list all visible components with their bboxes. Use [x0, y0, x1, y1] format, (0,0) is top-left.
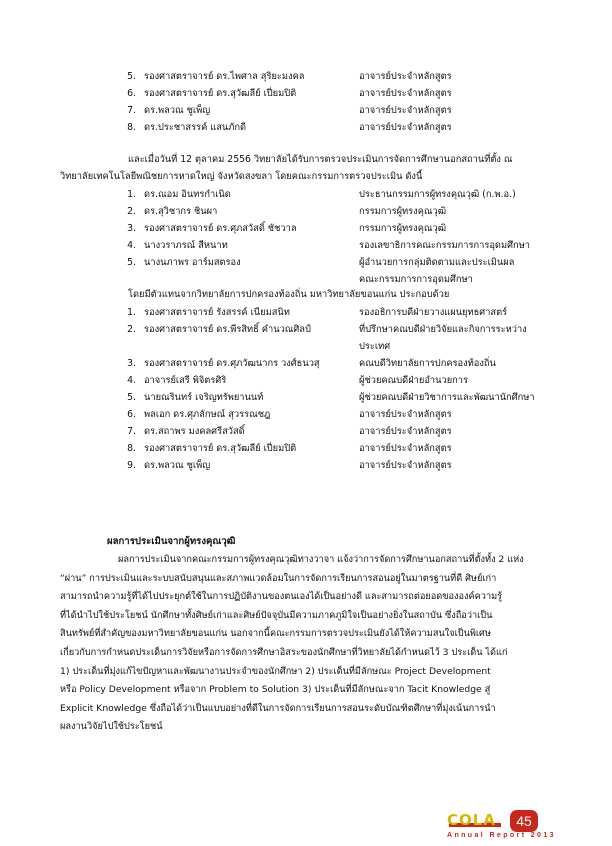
annual-report-label: Annual Report 2013	[447, 832, 556, 839]
cola-logo: COLA	[447, 811, 496, 829]
intro-third: โดยมีตัวแทนจากวิทยาลัยการปกครองท้องถิ่น มหาวิทยาลัยขอนแก่น ประกอบด้วย	[128, 289, 450, 300]
committee-member	[0, 68, 612, 85]
member-role: อาจารย์ประจำหลักสูตร	[359, 443, 452, 454]
member-name: ดร.พลวณ ชูเพ็ญ	[144, 105, 211, 116]
member-number: 7.	[127, 426, 136, 437]
committee-member	[0, 440, 612, 457]
committee-member	[0, 372, 612, 389]
member-role: ผู้อำนวยการกลุ่มติดตามและประเมินผล	[359, 257, 515, 268]
member-number: 2.	[127, 206, 136, 217]
member-number: 9.	[127, 460, 136, 471]
member-number: 8.	[127, 443, 136, 454]
committee-member	[0, 220, 612, 237]
committee-member	[0, 203, 612, 220]
intro-second-line2: วิทยาลัยเทคโนโลยีพณิชยการหาดใหญ่ จังหวัดสงขลา โดยคณะกรรมการตรวจประเมิน ดังนี้	[60, 171, 423, 182]
committee-member	[0, 457, 612, 474]
member-name: พลเอก ดร.ศุภลักษณ์ สุวรรณชฎ	[144, 409, 271, 420]
body-line: เกี่ยวกับการกำหนดประเด็นการวิจัยหรือการจัดการศึกษาอิสระของนักศึกษาที่วิทยาลัยได้กำหนดไว้ 3 ประเด็น ได้แก่	[60, 646, 508, 658]
committee-member	[0, 237, 612, 254]
body-line: 1) ประเด็นที่มุ่งแก้ไขปัญหาและพัฒนางานประจำของนักศึกษา 2) ประเด็นที่มีลักษณะ Project Development	[60, 665, 491, 677]
member-number: 6.	[127, 409, 136, 420]
member-name: ดร.ณอม อินทรกำเนิด	[144, 189, 231, 200]
member-name: นางนภาพร อาร์มสตรอง	[144, 257, 241, 268]
member-role: ประธานกรรมการผู้ทรงคุณวุฒิ (ก.พ.อ.)	[359, 189, 516, 200]
member-role: อาจารย์ประจำหลักสูตร	[359, 426, 452, 437]
intro-second-line1: และเมื่อวันที่ 12 ตุลาคม 2556 วิทยาลัยได้รับการตรวจประเมินการจัดการศึกษานอกสถานที่ตั้ง ณ	[128, 154, 513, 165]
committee-member	[0, 85, 612, 102]
member-name: ดร.พลวณ ชูเพ็ญ	[144, 460, 211, 471]
member-number: 1.	[127, 307, 136, 318]
member-name: รองศาสตราจารย์ ดร.ศุภวัฒนากร วงศ์ธนวสุ	[144, 358, 320, 369]
member-name: รองศาสตราจารย์ ดร.พีรสิทธิ์ คำนวณศิลป์	[144, 324, 311, 335]
committee-member	[0, 423, 612, 440]
member-role: อาจารย์ประจำหลักสูตร	[359, 409, 452, 420]
member-name: รองศาสตราจารย์ ดร.สุวัฒลีย์ เปี่ยมปิติ	[144, 443, 297, 454]
member-role: อาจารย์ประจำหลักสูตร	[359, 71, 452, 82]
body-line: “ผ่าน” การประเมินและระบบสนับสนุนและสภาพแวดล้อมในการจัดการเรียนการสอนอยู่ในมาตรฐานที่ดี ศิษย์เก่า	[60, 572, 497, 584]
body-line: หรือ Policy Development หรือจาก Problem to Solution 3) ประเด็นที่มีลักษณะจาก Tacit Knowledge สู่	[60, 684, 491, 696]
committee-member	[0, 186, 612, 203]
member-number: 4.	[127, 240, 136, 251]
page-number: 45	[510, 810, 538, 832]
member-role-continued: คณะกรรมการการอุดมศึกษา	[359, 274, 473, 285]
member-number: 3.	[127, 223, 136, 234]
member-name: นายณรินทร์ เจริญทรัพยานนท์	[144, 392, 264, 403]
member-role: รองอธิการบดีฝ่ายวางแผนยุทธศาสตร์	[359, 307, 508, 318]
section-body	[60, 551, 558, 737]
member-role: อาจารย์ประจำหลักสูตร	[359, 122, 452, 133]
member-number: 6.	[127, 88, 136, 99]
member-name: รองศาสตราจารย์ ดร.สุวัฒลีย์ เปี่ยมปิติ	[144, 88, 297, 99]
committee-member	[0, 406, 612, 423]
member-role: รองเลขาธิการคณะกรรมการการอุดมศึกษา	[359, 240, 530, 251]
member-role: ผู้ช่วยคณบดีฝ่ายวิชาการและพัฒนานักศึกษา	[359, 392, 535, 403]
member-name: รองศาสตราจารย์ ดร.ไพศาล สุริยะมงคล	[144, 71, 305, 82]
member-number: 7.	[127, 105, 136, 116]
body-line: ผลงานวิจัยไปใช้ประโยชน์	[60, 721, 163, 733]
committee-member	[0, 355, 612, 372]
member-number: 5.	[127, 392, 136, 403]
committee-member	[0, 254, 612, 288]
member-name: รองศาสตราจารย์ ดร.ศุภสวัสดิ์ ชัชวาล	[144, 223, 297, 234]
member-name: ดร.ประชาสรรค์ แสนภักดี	[144, 122, 247, 133]
member-role: กรรมการผู้ทรงคุณวุฒิ	[359, 223, 447, 234]
committee-member	[0, 321, 612, 355]
member-role: อาจารย์ประจำหลักสูตร	[359, 105, 452, 116]
committee-list-top	[0, 68, 612, 136]
member-number: 3.	[127, 358, 136, 369]
committee-member	[0, 102, 612, 119]
committee-member	[0, 304, 612, 321]
member-name: รองศาสตราจารย์ รังสรรค์ เนียมสนิท	[144, 307, 290, 318]
committee-list-second	[0, 186, 612, 288]
member-number: 5.	[127, 71, 136, 82]
member-number: 2.	[127, 324, 136, 335]
member-number: 8.	[127, 122, 136, 133]
member-role: คณบดีวิทยาลัยการปกครองท้องถิ่น	[359, 358, 496, 369]
member-role: อาจารย์ประจำหลักสูตร	[359, 460, 452, 471]
body-line: Explicit Knowledge ซึ่งถือได้ว่าเป็นแบบอย่างที่ดีในการจัดการเรียนการสอนระดับบัณฑิตศึกษาที่มุ่งเน้นการนำ	[60, 702, 496, 714]
committee-list-third	[0, 304, 612, 474]
body-line: สินทรัพย์ที่สำคัญของมหาวิทยาลัยขอนแก่น นอกจากนี้คณะกรรมการตรวจประเมินยังได้ให้ความสนใจเป็นพิเศษ	[60, 628, 491, 640]
member-number: 1.	[127, 189, 136, 200]
body-line: ที่ได้นำไปใช้ประโยชน์ นักศึกษาทั้งศิษย์เก่าและศิษย์ปัจจุบันมีความภาคภูมิใจเป็นอย่างยิ่งในสถาบัน ซึ่งถือว่าเป็น	[60, 609, 493, 621]
member-role: ที่ปรึกษาคณบดีฝ่ายวิจัยและกิจการระหว่าง	[359, 324, 527, 335]
section-title: ผลการประเมินจากผู้ทรงคุณวุฒิ	[107, 536, 236, 547]
member-number: 4.	[127, 375, 136, 386]
body-line: สามารถนำความรู้ที่ได้ไปประยุกต์ใช้ในการปฏิบัติงานของตนเองได้เป็นอย่างดี และสามารถต่อยอดขององค์ความรู้	[60, 591, 503, 603]
body-line: ผลการประเมินจากคณะกรรมการผู้ทรงคุณวุฒิทางวาจา แจ้งว่าการจัดการศึกษานอกสถานที่ตั้งทั้ง 2 แห่ง	[118, 554, 524, 565]
committee-member	[0, 389, 612, 406]
member-name: นางวราภรณ์ สีหนาท	[144, 240, 228, 251]
committee-member	[0, 119, 612, 136]
member-role-continued: ประเทศ	[359, 341, 391, 352]
member-name: ดร.สุวิชากร ชินผา	[144, 206, 218, 217]
member-role: ผู้ช่วยคณบดีฝ่ายอำนวยการ	[359, 375, 468, 386]
member-name: อาจารย์เสรี พิจิตรศิริ	[144, 375, 227, 386]
member-name: ดร.สถาพร มงคลศรีสวัสดิ์	[144, 426, 245, 437]
member-role: อาจารย์ประจำหลักสูตร	[359, 88, 452, 99]
page-footer	[447, 810, 556, 840]
member-role: กรรมการผู้ทรงคุณวุฒิ	[359, 206, 447, 217]
member-number: 5.	[127, 257, 136, 268]
